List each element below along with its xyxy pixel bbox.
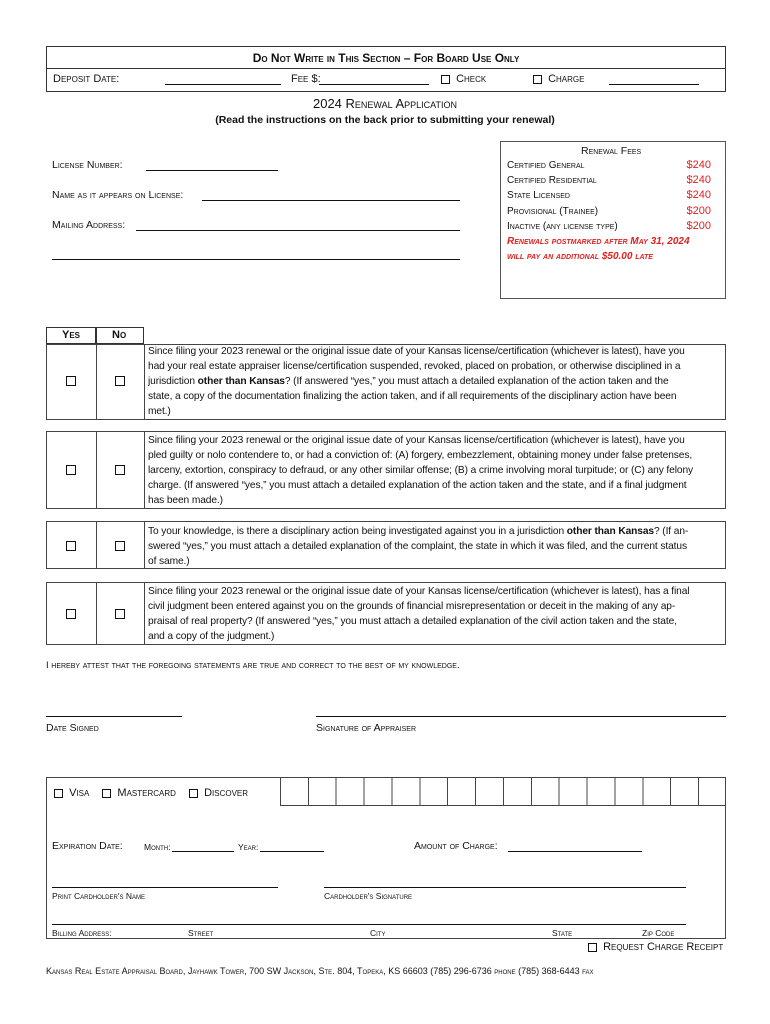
amount-of-charge-label: Amount of Charge:	[414, 840, 498, 852]
question-1-yes-checkbox[interactable]	[66, 376, 76, 386]
charge-checkbox[interactable]	[533, 75, 542, 84]
expiration-date-label: Expiration Date:	[52, 840, 123, 852]
fee-item-amount: $240	[686, 189, 711, 201]
cardholder-name-field[interactable]	[52, 887, 278, 888]
check-label: Check	[456, 73, 487, 85]
fee-item-amount: $200	[686, 205, 711, 217]
page-subtitle: (Read the instructions on the back prior to submitting your renewal)	[215, 114, 555, 126]
discover-checkbox[interactable]	[189, 789, 198, 798]
date-signed-label: Date Signed	[46, 722, 99, 734]
check-checkbox[interactable]	[441, 75, 450, 84]
request-receipt-option[interactable]	[588, 941, 723, 953]
question-1-no-checkbox[interactable]	[115, 376, 125, 386]
street-label: Street	[188, 928, 214, 938]
fee-item-amount: $240	[686, 174, 711, 186]
question-3-yes-checkbox[interactable]	[66, 541, 76, 551]
appraiser-signature-field[interactable]	[316, 716, 726, 717]
board-use-section	[46, 46, 726, 92]
billing-address-field[interactable]	[52, 924, 686, 925]
card-number-grid[interactable]	[280, 777, 726, 806]
appraiser-signature-label: Signature of Appraiser	[316, 722, 417, 734]
date-signed-field[interactable]	[46, 716, 182, 717]
deposit-date-field[interactable]	[165, 84, 281, 85]
question-2-text: Since filing your 2023 renewal or the original issue date of your Kansas license/certification (whichever is latest), have you pled guilty or nolo contendere to, or had a conviction of: (A) forgery, embezzlement, obtaining money under false pretenses, larceny, extortion, conspiracy to defraud, or any other similar offense; (B) a crime involving moral turpitude; or (C) any felony charge. (If answered “yes,” you must attach a detailed explanation of the action taken and the state, and if a final judgment has been made.)	[148, 435, 694, 506]
no-header: No	[112, 329, 127, 341]
cardholder-signature-label: Cardholder's Signature	[324, 891, 413, 901]
zip-label: Zip Code	[642, 928, 675, 938]
question-2-yes-checkbox[interactable]	[66, 465, 76, 475]
state-label: State	[552, 928, 573, 938]
check-option[interactable]	[441, 73, 486, 85]
billing-address-label: Billing Address:	[52, 928, 112, 938]
charge-label: Charge	[548, 73, 585, 85]
question-2-no-checkbox[interactable]	[115, 465, 125, 475]
amount-of-charge-field[interactable]	[508, 851, 642, 852]
fee-item-amount: $240	[686, 159, 711, 171]
city-label: City	[370, 928, 386, 938]
late-fee-notice-2: will pay an additional $50.00 late	[507, 251, 653, 262]
page-title: 2024 Renewal Application	[312, 96, 457, 111]
year-label: Year:	[238, 842, 259, 852]
question-3-no-checkbox[interactable]	[115, 541, 125, 551]
fee-item-amount: $200	[686, 220, 711, 232]
year-field[interactable]	[260, 851, 324, 852]
fee-label: Fee $:	[291, 73, 321, 85]
question-4-no-checkbox[interactable]	[115, 609, 125, 619]
question-3-text: To your knowledge, is there a disciplinary action being investigated against you in a jurisdiction other than Kansas? (If an- swered “yes,” you must attach a detailed explanation of the complaint, the state in which it was filed, and the current status of same.)	[148, 526, 689, 567]
mailing-address-field-2[interactable]	[52, 259, 460, 260]
board-use-divider	[47, 68, 725, 69]
cardholder-name-label: Print Cardholder's Name	[52, 891, 145, 901]
fee-item-label: Certified General	[507, 160, 585, 171]
name-on-license-label: Name as it appears on License:	[52, 189, 184, 201]
charge-option[interactable]	[533, 73, 584, 85]
renewal-fees-heading: Renewal Fees	[581, 145, 642, 157]
fee-item-label: Inactive (any license type)	[507, 221, 618, 232]
fee-item-label: Certified Residential	[507, 175, 597, 186]
fee-item-label: State Licensed	[507, 190, 570, 201]
license-number-label: License Number:	[52, 159, 123, 171]
mailing-address-field-1[interactable]	[136, 230, 460, 231]
license-number-field[interactable]	[146, 170, 278, 171]
discover-label: Discover	[204, 787, 249, 799]
footer-address: Kansas Real Estate Appraisal Board, Jayhawk Tower, 700 SW Jackson, Ste. 804, Topeka, KS 66603 (785) 296-6736 phone (785) 368-6443 fax	[46, 966, 594, 976]
month-field[interactable]	[172, 851, 234, 852]
late-fee-notice-1: Renewals postmarked after May 31, 2024	[507, 236, 690, 247]
mailing-address-label: Mailing Address:	[52, 219, 126, 231]
name-on-license-field[interactable]	[202, 200, 460, 201]
mastercard-checkbox[interactable]	[102, 789, 111, 798]
fee-field[interactable]	[319, 84, 429, 85]
board-use-extra-field[interactable]	[609, 84, 699, 85]
yes-header: Yes	[62, 329, 81, 341]
deposit-date-label: Deposit Date:	[53, 73, 120, 85]
question-1-text: Since filing your 2023 renewal or the original issue date of your Kansas license/certification (whichever is latest), have you had your real estate appraiser license/certification suspended, revoked, placed on probation, or otherwise disciplined in a jurisdiction other than Kansas? (If answered “yes,” you must attach a detailed explanation of the action taken and the state, a copy of the documentation finalizing the action taken, and if all requirements of the disciplinary action have been met.)	[148, 346, 685, 417]
visa-checkbox[interactable]	[54, 789, 63, 798]
question-4-text: Since filing your 2023 renewal or the original issue date of your Kansas license/certification (whichever is latest), has a final civil judgment been entered against you on the grounds of financial misrepresentation or deceit in the making of any ap- praisal of real property? (If answered “yes,” you must attach a detailed explanation of the civil action taken and the state, and a copy of the judgment.)	[148, 586, 690, 642]
request-receipt-checkbox[interactable]	[588, 943, 597, 952]
mastercard-label: Mastercard	[117, 787, 176, 799]
question-4-yes-checkbox[interactable]	[66, 609, 76, 619]
cardholder-signature-field[interactable]	[324, 887, 686, 888]
board-use-heading: Do Not Write in This Section – For Board Use Only	[252, 51, 520, 65]
renewal-fees-box	[500, 141, 726, 299]
attestation-text: I hereby attest that the foregoing statements are true and correct to the best of my knowledge.	[46, 660, 460, 671]
request-receipt-label: Request Charge Receipt	[603, 941, 724, 953]
month-label: Month:	[144, 842, 171, 852]
card-type-options	[54, 787, 248, 799]
fee-item-label: Provisional (Trainee)	[507, 206, 599, 217]
visa-label: Visa	[69, 787, 90, 799]
